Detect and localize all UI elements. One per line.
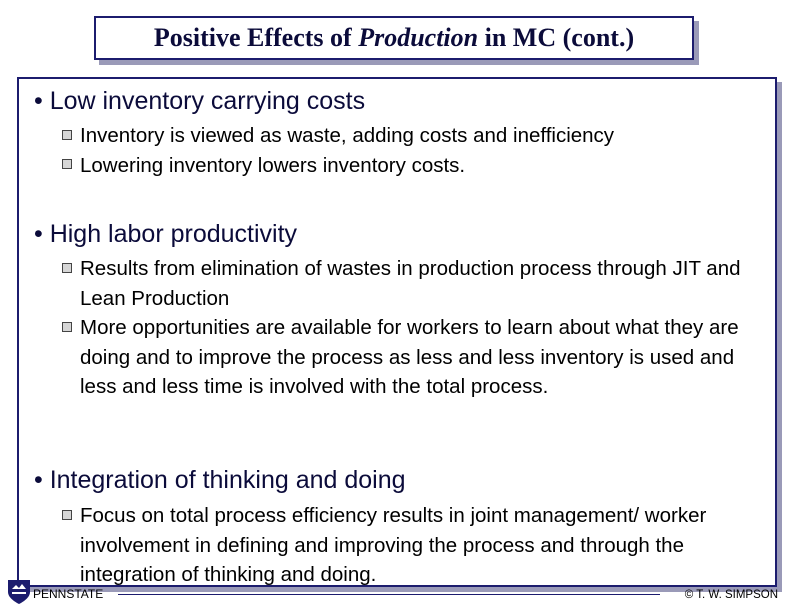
footer-divider <box>118 594 660 595</box>
list-item: More opportunities are available for workers to learn about what they are doing and to improve the process as less and less inventory is used and less and less time is involved with the total process. <box>62 313 742 402</box>
checkbox-bullet-icon <box>62 263 72 273</box>
bullet-labor-productivity: • High labor productivity <box>34 220 298 248</box>
list-item: Results from elimination of wastes in production process through JIT and Lean Production <box>62 254 742 313</box>
list-item: Lowering inventory lowers inventory costs. <box>62 151 762 181</box>
pennstate-shield-icon <box>6 578 32 606</box>
sublist-low-inventory <box>62 121 762 180</box>
title-suffix: in MC (cont.) <box>478 23 635 52</box>
bullet-low-inventory: • Low inventory carrying costs <box>34 87 366 115</box>
copyright-text: © T. W. SIMPSON <box>684 589 778 601</box>
bullet-integration: • Integration of thinking and doing <box>34 466 406 494</box>
sublist-labor-productivity <box>62 254 742 402</box>
checkbox-bullet-icon <box>62 130 72 140</box>
list-item: Inventory is viewed as waste, adding costs and inefficiency <box>62 121 762 151</box>
title-italic: Production <box>358 23 479 52</box>
checkbox-bullet-icon <box>62 159 72 169</box>
sublist-integration <box>62 501 752 590</box>
checkbox-bullet-icon <box>62 322 72 332</box>
slide-title-box <box>94 16 694 60</box>
title-prefix: Positive Effects of <box>153 23 359 52</box>
pennstate-wordmark: PENNSTATE <box>33 587 104 601</box>
slide-title <box>154 23 634 53</box>
checkbox-bullet-icon <box>62 510 72 520</box>
list-item: Focus on total process efficiency results in joint management/ worker involvement in defining and improving the process and through the integration of thinking and doing. <box>62 501 752 590</box>
